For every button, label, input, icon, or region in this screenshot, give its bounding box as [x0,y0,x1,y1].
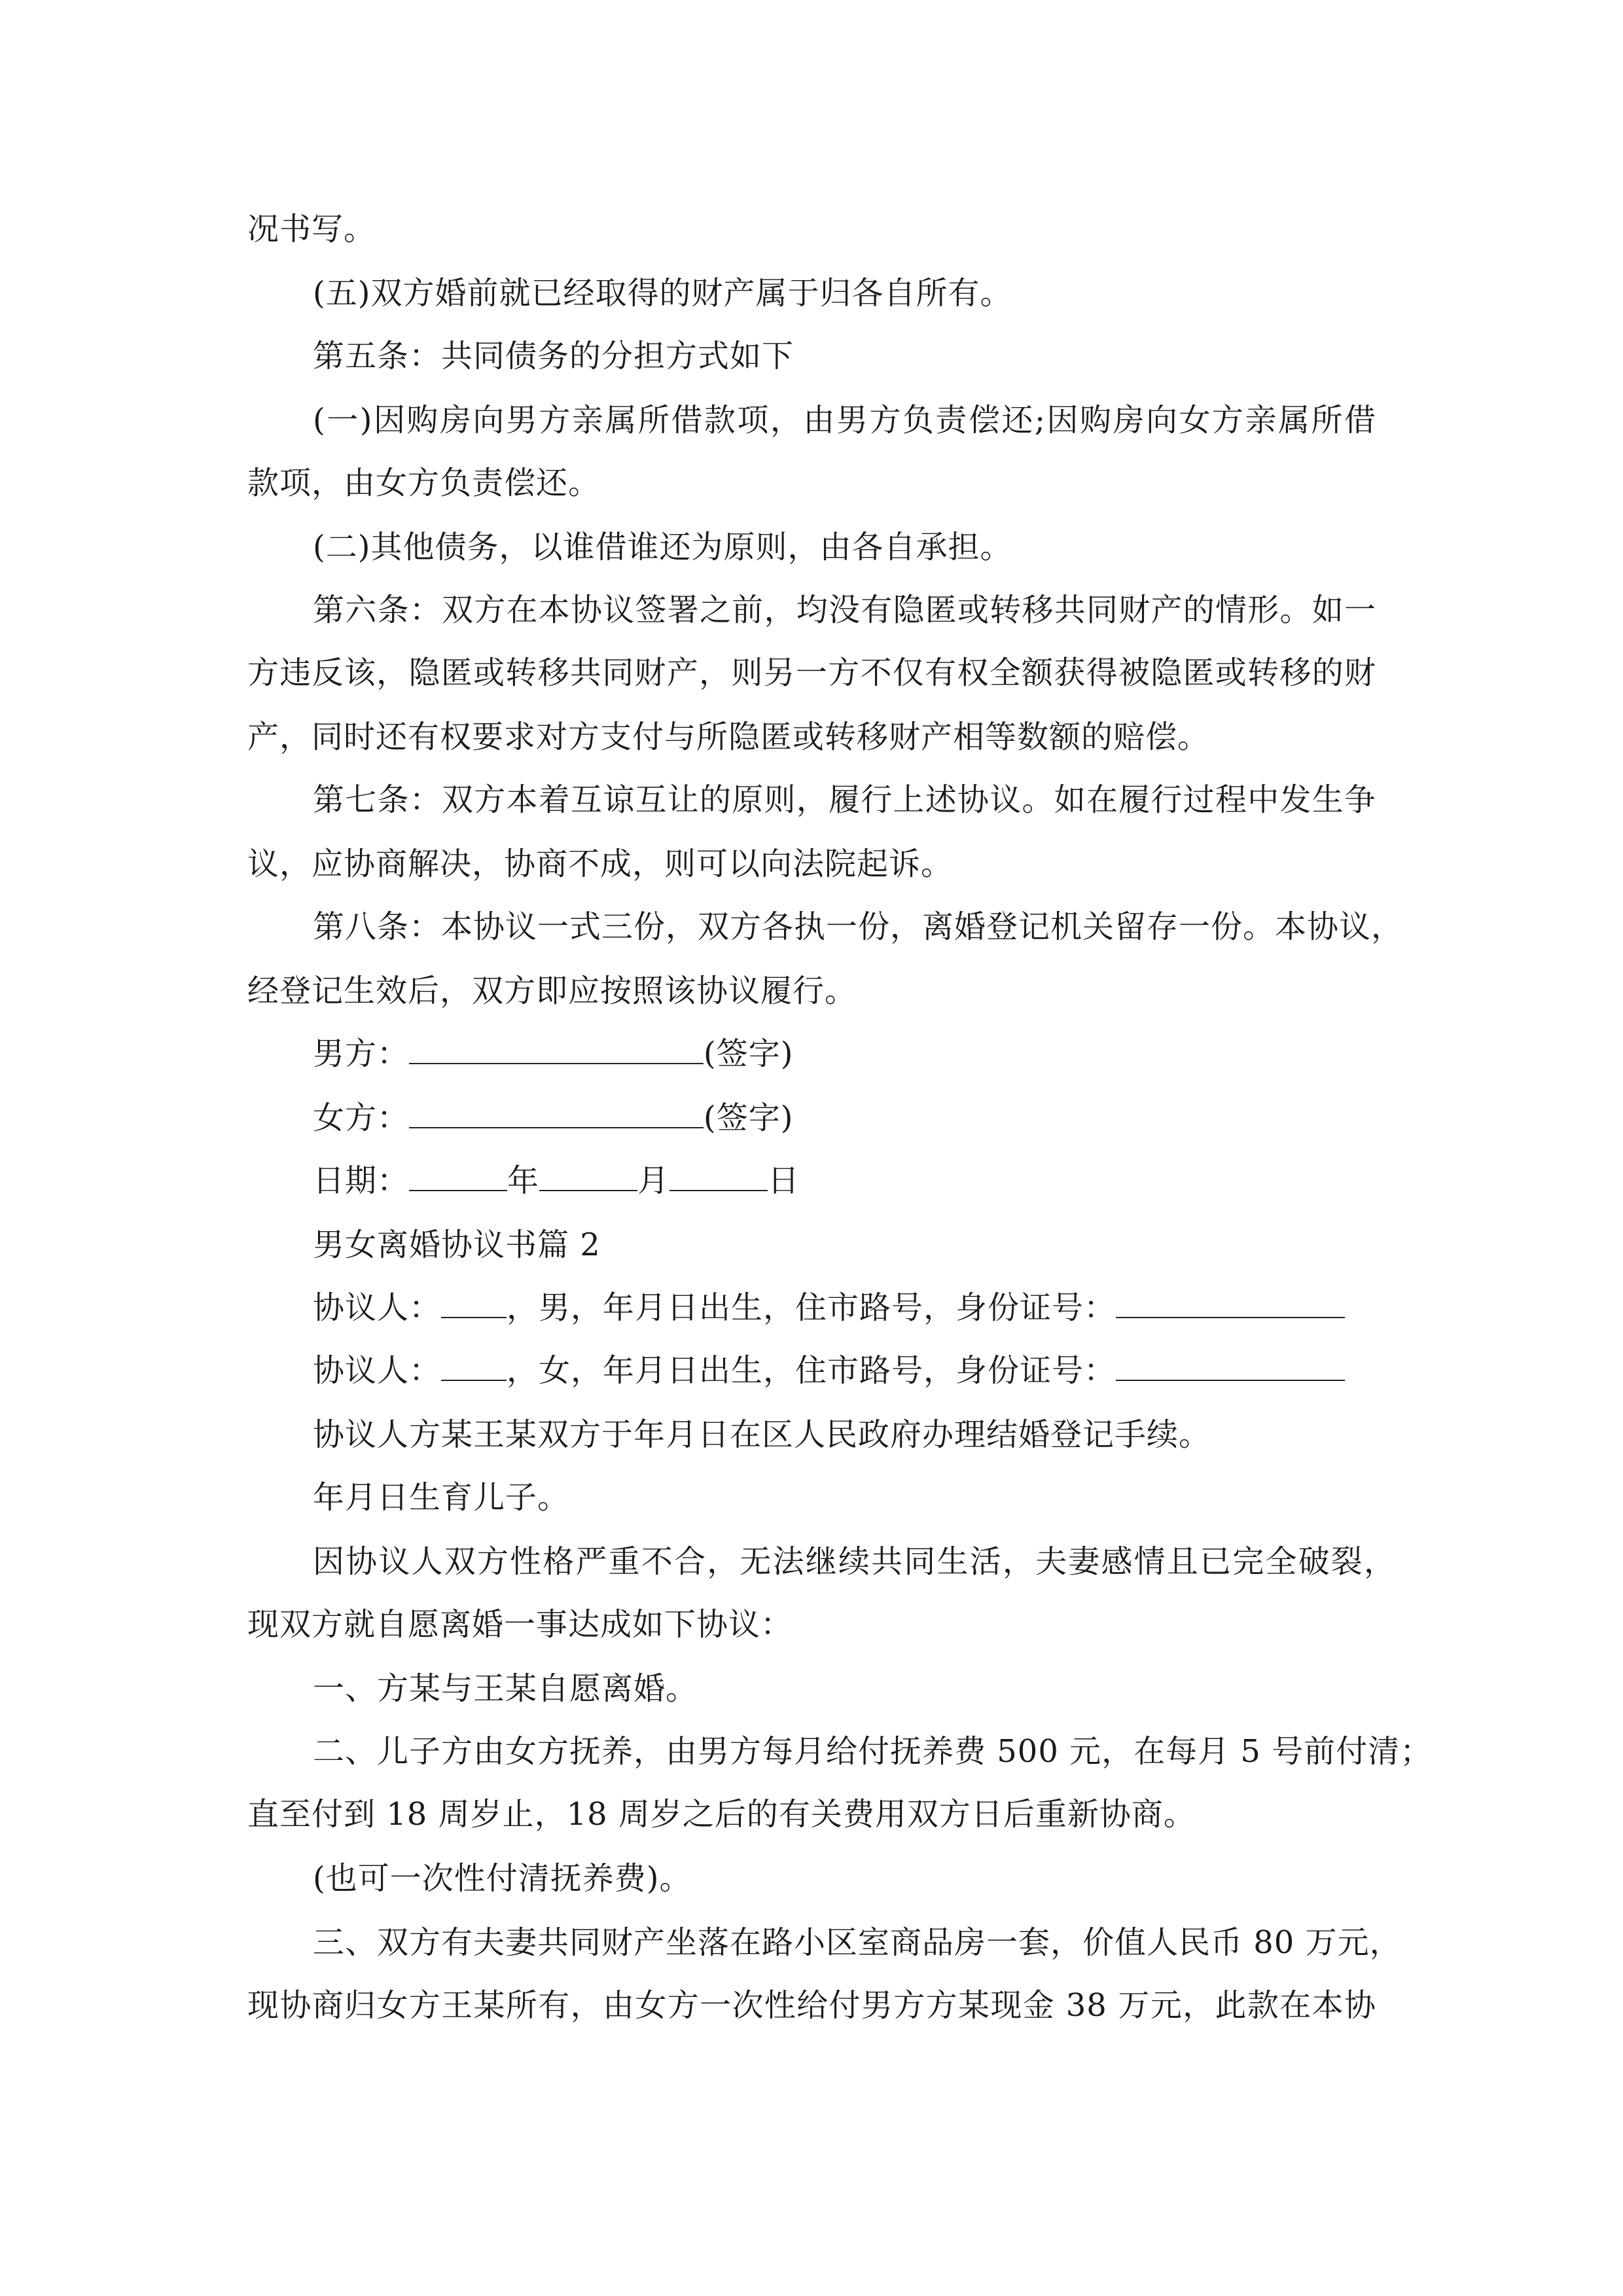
date-label: 日期： [313,1162,410,1199]
text-line: 第六条：双方在本协议签署之前，均没有隐匿或转移共同财产的情形。如一 [313,592,1376,628]
party-label: 协议人： [313,1289,442,1326]
text-line: 方违反该，隐匿或转移共同财产，则另一方不仅有权全额获得被隐匿或转移的财 [247,655,1376,691]
party-name-blank[interactable] [441,1288,507,1318]
text-line: 况书写。 [247,211,376,247]
party-details: ，女，年月日出生，住市路号，身份证号： [507,1352,1116,1389]
party-line [313,1288,1345,1327]
text-line: (一)因购房向男方亲属所借款项，由男方负责偿还;因购房向女方亲属所借 [313,402,1376,439]
text-line: 议，应协商解决，协商不成，则可以向法院起诉。 [247,846,954,882]
text-line: 经登记生效后，双方即应按照该协议履行。 [247,973,857,1009]
text-line: 产，同时还有权要求对方支付与所隐匿或转移财产相等数额的赔偿。 [247,719,1210,755]
text-line: 直至付到 18 周岁止，18 周岁之后的有关费用双方日后重新协商。 [247,1796,1196,1833]
text-line: 因协议人双方性格严重不合，无法继续共同生活，夫妻感情且已完全破裂， [313,1543,1396,1580]
text-line: 年月日生育儿子。 [313,1479,570,1516]
text-line: 一、方某与王某自愿离婚。 [313,1670,698,1707]
section-title: 男女离婚协议书篇 2 [313,1227,601,1263]
female-label: 女方： [313,1100,410,1136]
text-line: 第五条：共同债务的分担方式如下 [313,338,794,374]
male-signature-line [313,1034,793,1073]
id-number-blank[interactable] [1116,1351,1345,1381]
year-blank[interactable] [409,1161,507,1191]
party-line [313,1351,1345,1390]
text-line: 第七条：双方本着互谅互让的原则，履行上述协议。如在履行过程中发生争 [313,781,1376,818]
text-line: (二)其他债务，以谁借谁还为原则，由各自承担。 [313,529,1012,565]
text-line: 协议人方某王某双方于年月日在区人民政府办理结婚登记手续。 [313,1416,1211,1453]
sign-note: (签字) [704,1100,794,1136]
male-label: 男方： [313,1035,410,1072]
text-line: 现协商归女方王某所有，由女方一次性给付男方方某现金 38 万元，此款在本协 [247,1987,1376,2024]
date-line [313,1161,800,1200]
party-name-blank[interactable] [441,1351,507,1381]
text-line: (也可一次性付清抚养费)。 [313,1860,692,1897]
female-signature-line [313,1098,793,1138]
text-line: 第八条：本协议一式三份，双方各执一份，离婚登记机关留存一份。本协议， [313,908,1404,945]
male-signature-blank[interactable] [409,1034,704,1064]
id-number-blank[interactable] [1116,1288,1345,1318]
text-line: 二、儿子方由女方抚养，由男方每月给付抚养费 500 元，在每月 5 号前付清； [313,1733,1433,1770]
month-blank[interactable] [539,1161,637,1191]
sign-note: (签字) [704,1035,794,1072]
year-label: 年 [507,1162,540,1199]
day-label: 日 [768,1162,800,1199]
text-line: 款项，由女方负责偿还。 [247,465,601,501]
female-signature-blank[interactable] [409,1098,704,1128]
text-line: 现双方就自愿离婚一事达成如下协议： [247,1606,793,1643]
text-line: 三、双方有夫妻共同财产坐落在路小区室商品房一套，价值人民币 80 万元， [313,1924,1402,1961]
party-label: 协议人： [313,1352,442,1389]
day-blank[interactable] [669,1161,768,1191]
text-line: (五)双方婚前就已经取得的财产属于归各自所有。 [313,275,1012,312]
month-label: 月 [637,1162,670,1199]
party-details: ，男，年月日出生，住市路号，身份证号： [507,1289,1116,1326]
